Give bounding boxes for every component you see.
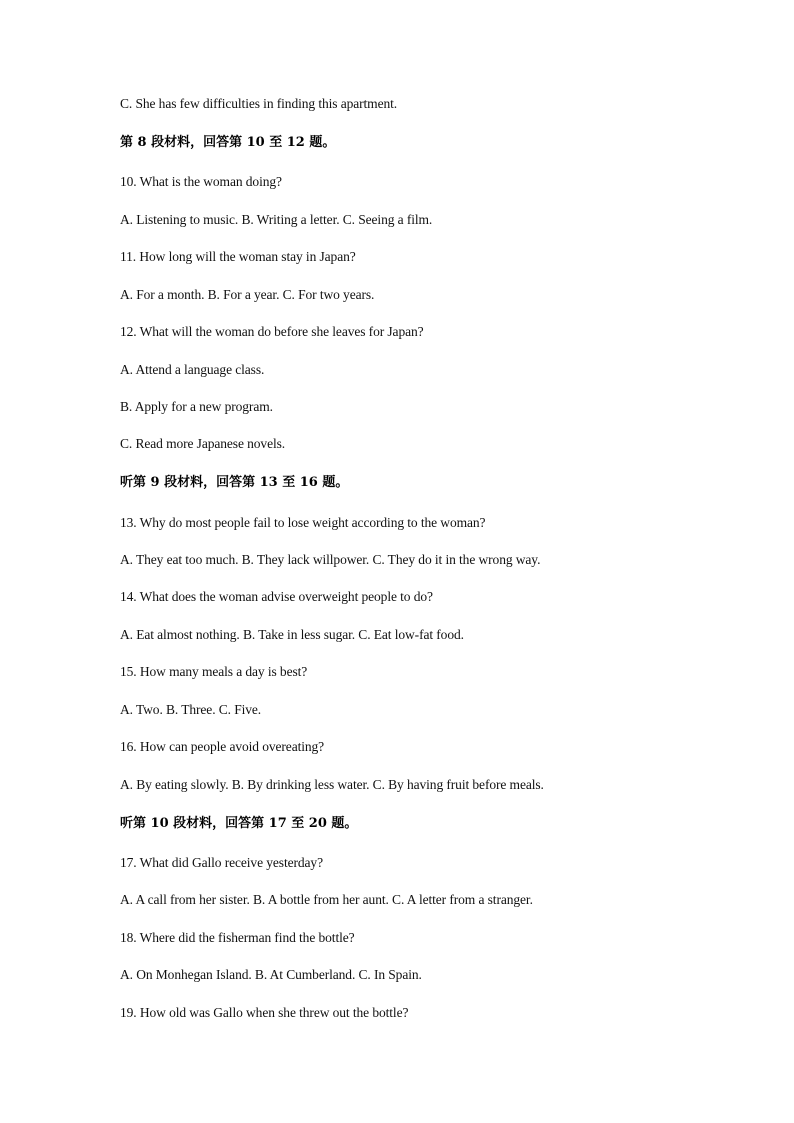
question-12-option-a: A. Attend a language class. <box>120 362 265 377</box>
question-12-option-c: C. Read more Japanese novels. <box>120 436 286 451</box>
section-heading-10: 听第 10 段材料，回答第 17 至 20 题。 <box>120 816 358 831</box>
question-12: 12. What will the woman do before she leaves for Japan? <box>120 324 424 339</box>
question-17-options: A. A call from her sister. B. A bottle from her aunt. C. A letter from a stranger. <box>120 892 533 907</box>
question-13-options: A. They eat too much. B. They lack willpower. C. They do it in the wrong way. <box>120 552 541 567</box>
question-12-option-b: B. Apply for a new program. <box>120 399 273 414</box>
question-11: 11. How long will the woman stay in Japan? <box>120 249 356 264</box>
question-18: 18. Where did the fisherman find the bottle? <box>120 930 355 945</box>
question-10-options: A. Listening to music. B. Writing a letter. C. Seeing a film. <box>120 212 433 227</box>
question-14-options: A. Eat almost nothing. B. Take in less sugar. C. Eat low-fat food. <box>120 627 464 642</box>
question-14: 14. What does the woman advise overweight people to do? <box>120 589 433 604</box>
question-18-options: A. On Monhegan Island. B. At Cumberland. C. In Spain. <box>120 967 422 982</box>
section-heading-8: 第 8 段材料，回答第 10 至 12 题。 <box>120 135 336 150</box>
question-15-options: A. Two. B. Three. C. Five. <box>120 702 262 717</box>
question-15: 15. How many meals a day is best? <box>120 664 308 679</box>
question-19: 19. How old was Gallo when she threw out the bottle? <box>120 1005 409 1020</box>
answer-option-line: C. She has few difficulties in finding this apartment. <box>120 96 398 111</box>
question-16: 16. How can people avoid overeating? <box>120 739 325 754</box>
question-11-options: A. For a month. B. For a year. C. For two years. <box>120 287 375 302</box>
question-10: 10. What is the woman doing? <box>120 174 282 189</box>
question-16-options: A. By eating slowly. B. By drinking less water. C. By having fruit before meals. <box>120 777 544 792</box>
question-13: 13. Why do most people fail to lose weight according to the woman? <box>120 515 486 530</box>
question-17: 17. What did Gallo receive yesterday? <box>120 855 323 870</box>
section-heading-9: 听第 9 段材料，回答第 13 至 16 题。 <box>120 475 349 490</box>
